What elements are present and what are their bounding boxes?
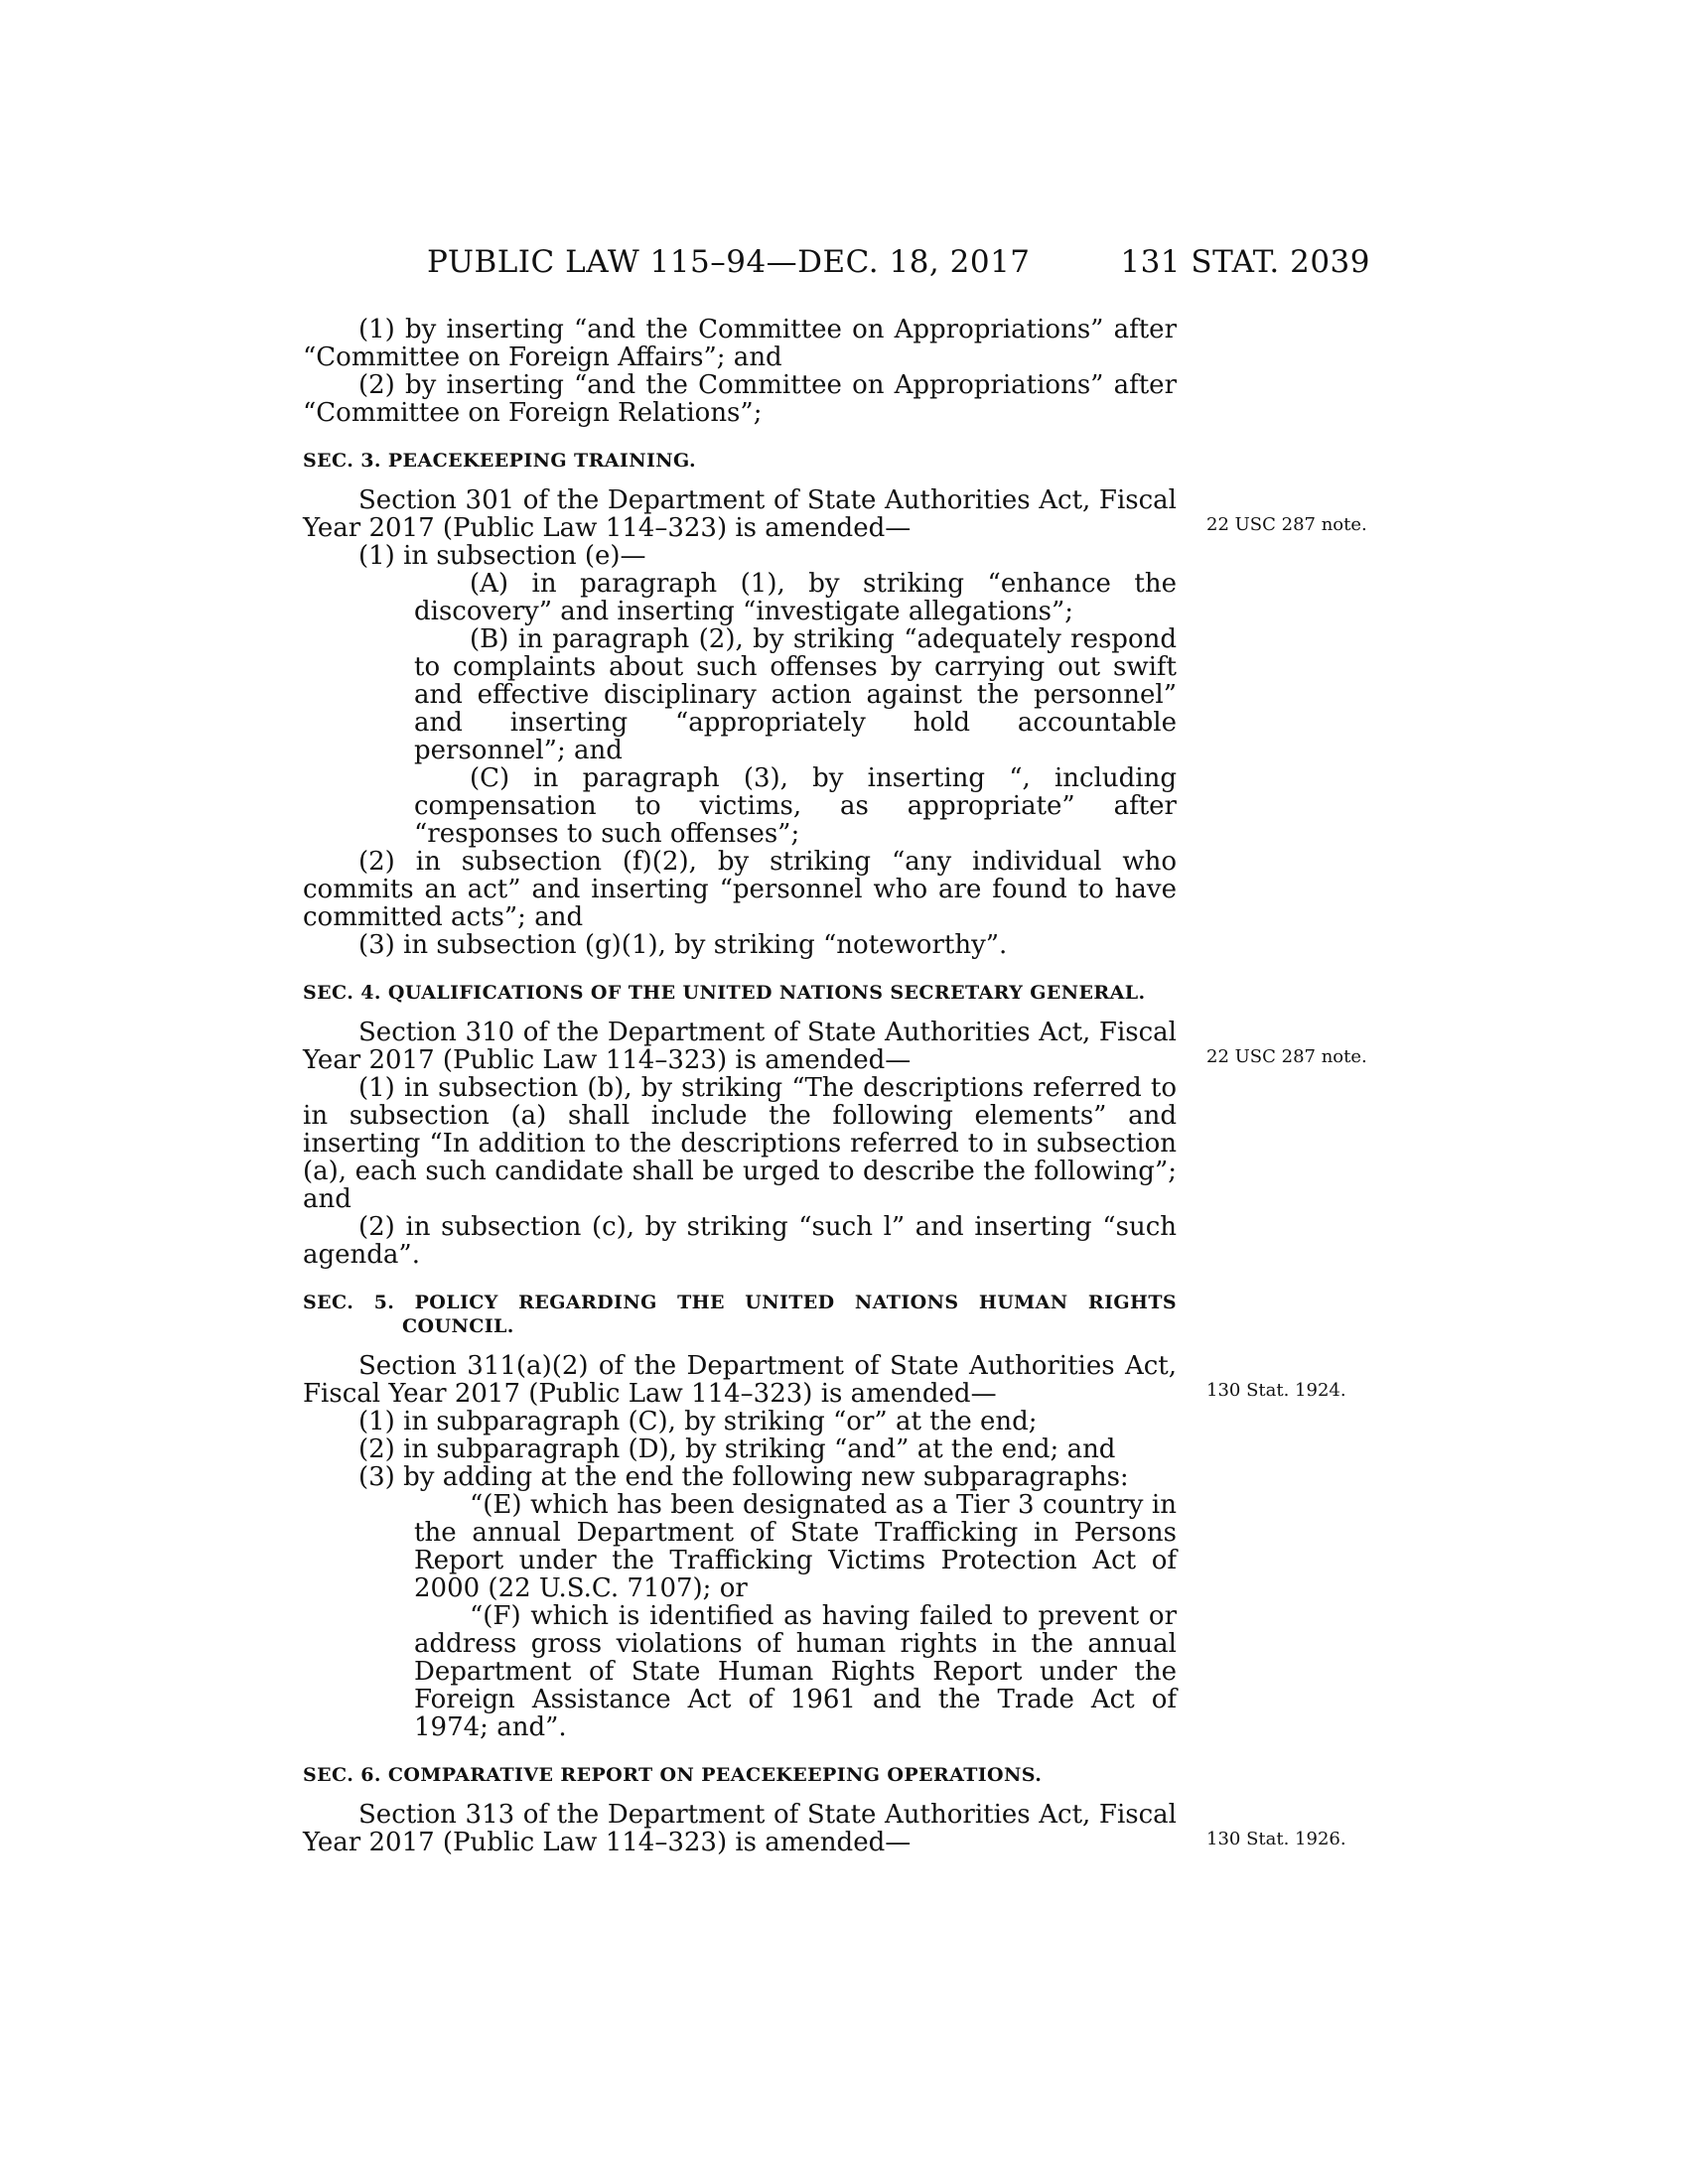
section-5-item-f: “(F) which is identified as having failed to prevent or address gross violations of human rights in the annual Department of State Human Rights Report under the Foreign Assistance Act of 1961 and the Trade Act of 1974; and”. bbox=[414, 1601, 1177, 1742]
section-3-item-1: (1) in subsection (e)— bbox=[358, 541, 646, 571]
section-6-heading: SEC. 6. COMPARATIVE REPORT ON PEACEKEEPING OPERATIONS. bbox=[303, 1764, 1043, 1786]
section-5-item-e: “(E) which has been designated as a Tier 3 country in the annual Department of State Trafficking in Persons Report under the Trafficking Victims Protection Act of 2000 (22 U.S.C. 7107); or bbox=[414, 1490, 1177, 1603]
section-3-item-2: (2) in subsection (f)(2), by striking “any individual who commits an act” and inserting “personnel who are found to have committed acts”; and bbox=[303, 847, 1177, 932]
section-3-item-c: (C) in paragraph (3), by inserting “, including compensation to victims, as appropriate” after “responses to such offenses”; bbox=[414, 763, 1177, 849]
section-3-item-a: (A) in paragraph (1), by striking “enhance the discovery” and inserting “investigate allegations”; bbox=[414, 569, 1177, 626]
section-4-heading: SEC. 4. QUALIFICATIONS OF THE UNITED NATIONS SECRETARY GENERAL. bbox=[303, 982, 1146, 1004]
section-3-item-b: (B) in paragraph (2), by striking “adequately respond to complaints about such offenses by carrying out swift and effective disciplinary action against the personnel” and inserting “appropriately hold accountable personnel”; and bbox=[414, 624, 1177, 765]
section-4 bbox=[303, 981, 1367, 1270]
section-6-lead: Section 313 of the Department of State Authorities Act, Fiscal Year 2017 (Public Law 114–323) is amended— bbox=[303, 1800, 1177, 1857]
section-5 bbox=[303, 1291, 1346, 1742]
header-stat-page: 131 STAT. 2039 bbox=[1120, 244, 1370, 280]
section-6 bbox=[303, 1763, 1346, 1857]
section-3-lead: Section 301 of the Department of State Authorities Act, Fiscal Year 2017 (Public Law 114–323) is amended— bbox=[303, 485, 1177, 543]
section-4-item-1: (1) in subsection (b), by striking “The descriptions referred to in subsection (a) shall include the following elements” and inserting “In addition to the descriptions referred to in subsection (a), each such candidate shall be urged to describe the following”; and bbox=[303, 1073, 1177, 1214]
section-3-heading: SEC. 3. PEACEKEEPING TRAINING. bbox=[303, 450, 696, 472]
section-5-margin-note: 130 Stat. 1924. bbox=[1206, 1380, 1346, 1401]
section-4-lead: Section 310 of the Department of State Authorities Act, Fiscal Year 2017 (Public Law 114–323) is amended— bbox=[303, 1018, 1177, 1075]
section-6-margin-note: 130 Stat. 1926. bbox=[1206, 1829, 1346, 1849]
section-4-item-2: (2) in subsection (c), by striking “such l” and inserting “such agenda”. bbox=[303, 1212, 1177, 1270]
section-5-item-3: (3) by adding at the end the following new subparagraphs: bbox=[358, 1462, 1129, 1492]
section-5-item-2: (2) in subparagraph (D), by striking “and” at the end; and bbox=[358, 1434, 1116, 1464]
section-3-margin-note: 22 USC 287 note. bbox=[1206, 514, 1367, 535]
section-3-item-3: (3) in subsection (g)(1), by striking “noteworthy”. bbox=[358, 930, 1008, 960]
intro-paragraph-1: (1) by inserting “and the Committee on Appropriations” after “Committee on Foreign Affairs”; and bbox=[303, 315, 1177, 372]
intro-paragraph-2: (2) by inserting “and the Committee on Appropriations” after “Committee on Foreign Relations”; bbox=[303, 370, 1177, 428]
section-5-lead: Section 311(a)(2) of the Department of State Authorities Act, Fiscal Year 2017 (Public Law 114–323) is amended— bbox=[303, 1351, 1177, 1409]
document-body bbox=[303, 315, 1367, 1857]
section-5-item-1: (1) in subparagraph (C), by striking “or” at the end; bbox=[358, 1407, 1038, 1436]
section-4-margin-note: 22 USC 287 note. bbox=[1206, 1046, 1367, 1067]
section-3 bbox=[303, 449, 1367, 960]
page-header bbox=[298, 244, 1370, 292]
section-5-heading: SEC. 5. POLICY REGARDING THE UNITED NATIONS HUMAN RIGHTS COUNCIL. bbox=[303, 1292, 1177, 1337]
header-title: PUBLIC LAW 115–94—DEC. 18, 2017 bbox=[427, 244, 1031, 280]
